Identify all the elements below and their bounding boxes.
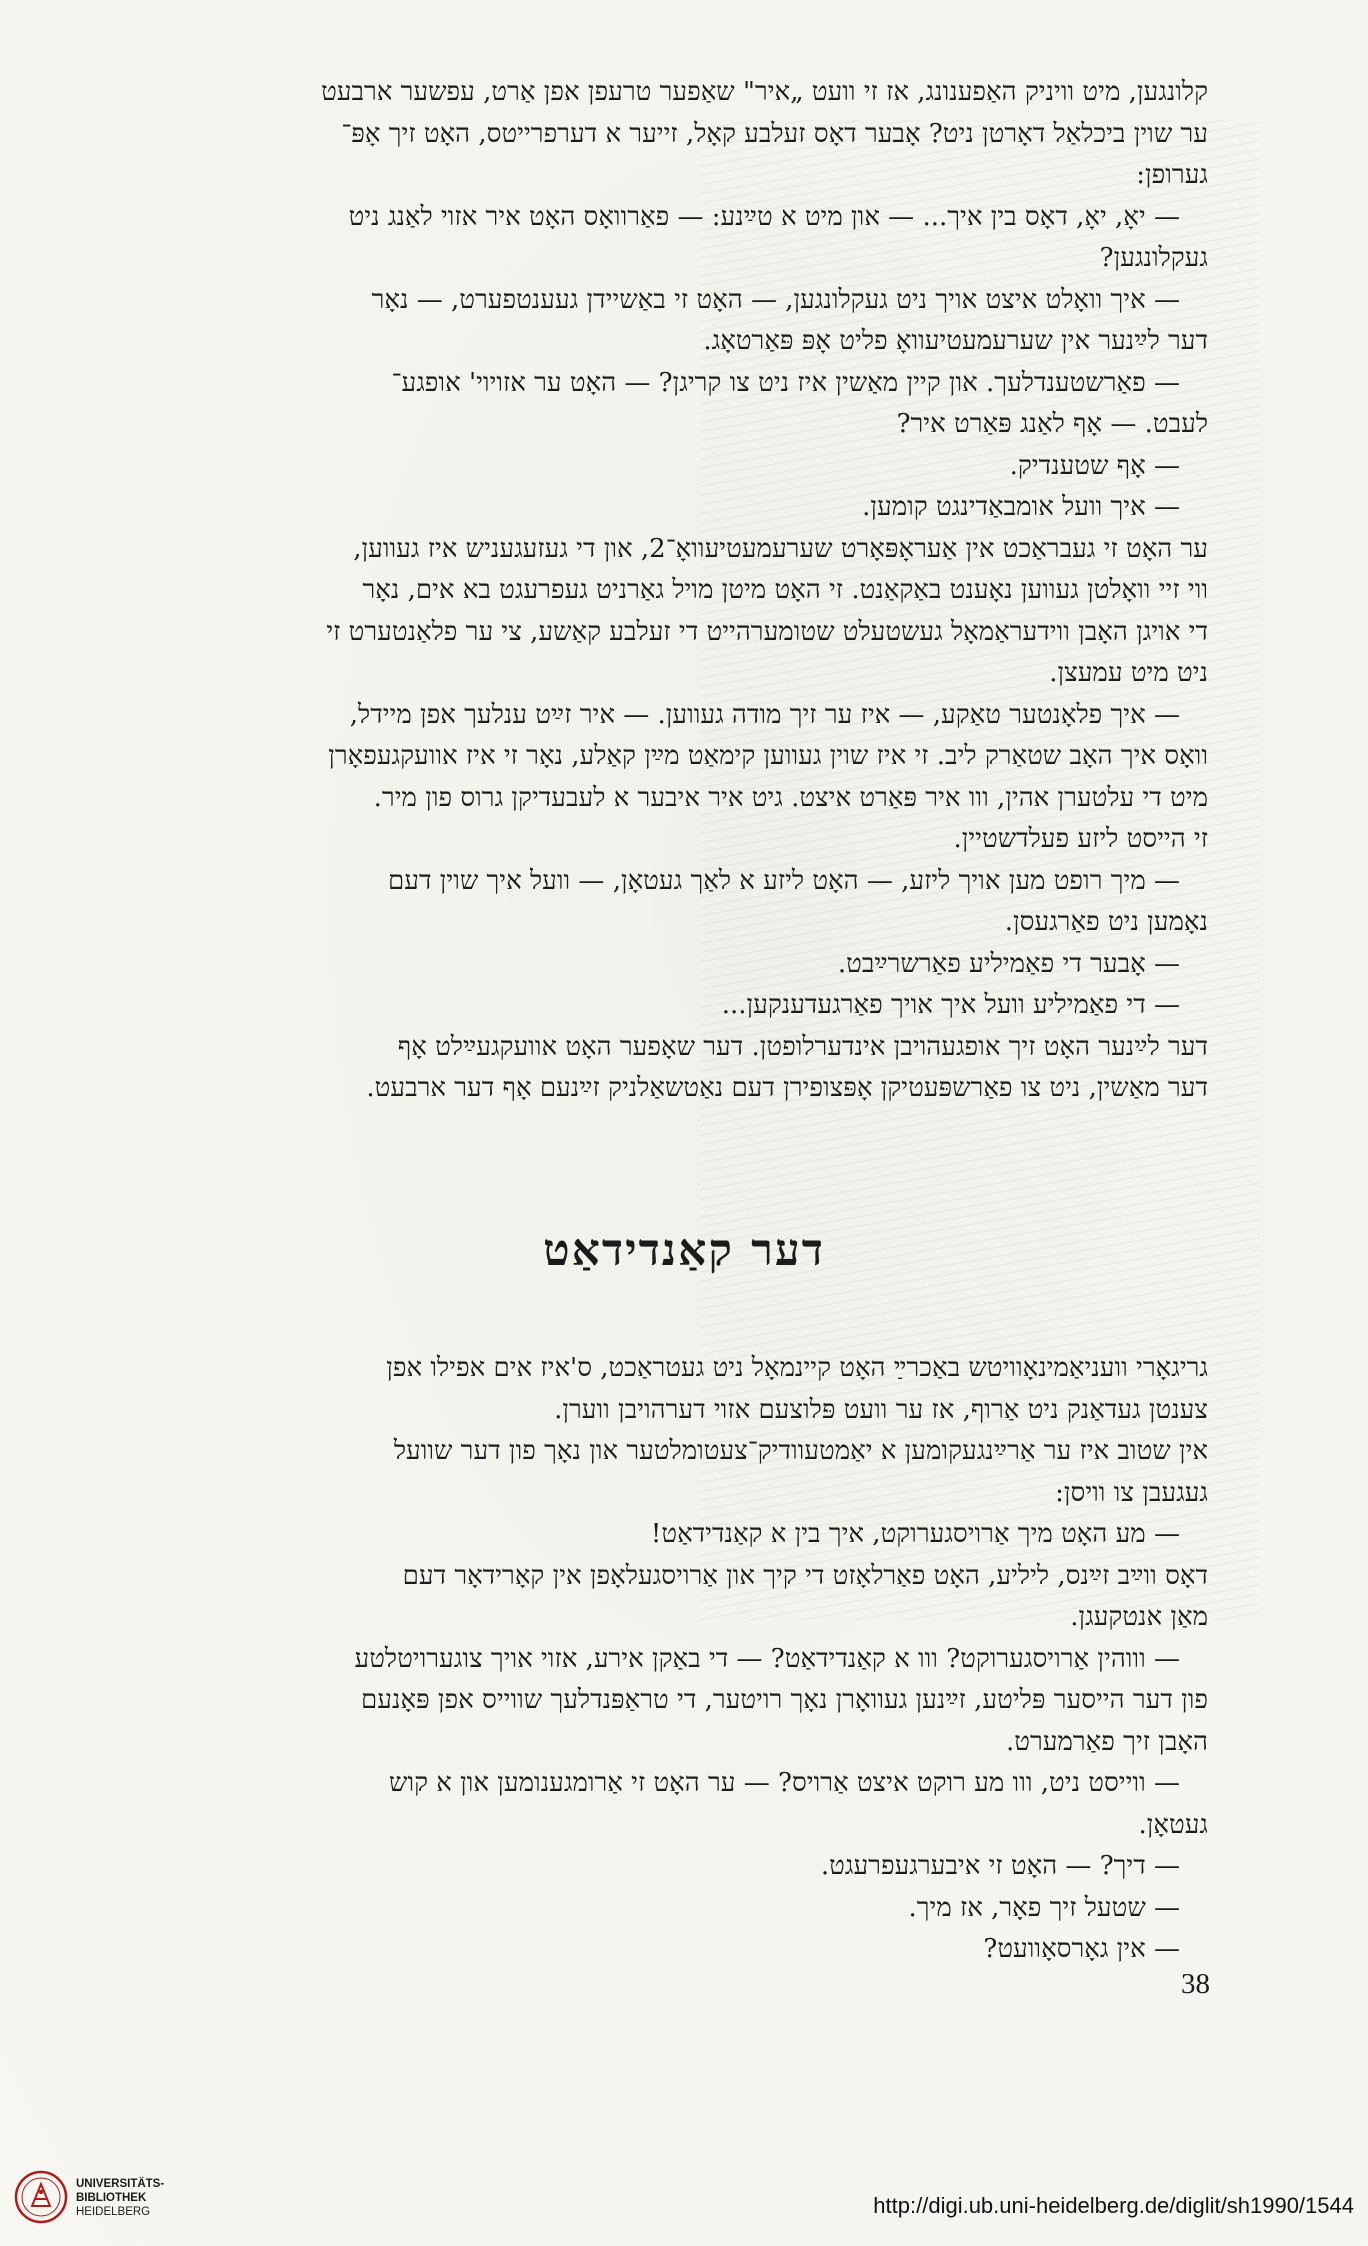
text-line: נאָמען ניט פאַרגעסן. (1004, 907, 1208, 937)
text-line: — וווהין אַרויסגערוקט? ווו א קאַנדידאַט? — די באַקן אירע, אזוי אויך צוגערויטלטע (354, 1643, 1180, 1674)
text-line: מאַן אנטקעגן. (1070, 1602, 1208, 1632)
text-line: דער לײַנער האָט זיך אופגעהויבן אינדערלופטן. דער שאָפער האָט אוועקגעײַלט אָף (397, 1031, 1208, 1062)
text-line: געטאָן. (1138, 1809, 1208, 1840)
text-line: — איך פלאָנטער טאַקע, — איז ער זיך מודה געווען. — איר זײַט ענלעך אפן מיידל, (349, 699, 1180, 730)
text-line: — אָבער די פאַמיליע פאַרשרײַבט. (837, 948, 1180, 979)
text-line: ניט מיט עמעצן. (1049, 658, 1208, 688)
text-line: — דיך? — האָט זי איבערגעפרעגט. (820, 1851, 1180, 1881)
text-line: צענטן געדאַנק ניט אַרוף, אז ער וועט פּלוצעם אזוי דערהויבן ווערן. (554, 1394, 1208, 1425)
text-line: מיט די עלטערן אהין, ווו איר פּאַרט איצט. גיט איר איבער א לעבעדיקן גרוס פון מיר. (373, 782, 1208, 813)
library-name-line: UNIVERSITÄTS- (76, 2178, 165, 2190)
text-line: ער האָט זי געבראַכט אין אַעראָפּאָרט שערעמעטיעוואָ־2, און די געזעגעניש איז געווען, (353, 533, 1208, 564)
text-line: גערופן: (1136, 160, 1208, 190)
text-line: אין שטוב איז ער אַרײַנגעקומען א יאַמטעוודיק־צעטומלטער און נאָך פון דער שוועל (393, 1436, 1208, 1466)
text-line: — ווייסט ניט, ווו מע רוקט איצט אַרויס? — ער האָט זי אַרומגענומען און א קוש (389, 1768, 1180, 1798)
text-line: וואָס איך האָב שטאַרק ליב. זי איז שוין געווען קימאַט מײַן קאַלע, נאָר זי איז אוועקגעפאָרן (328, 741, 1208, 771)
text-line: געגעבן צו וויסן: (1055, 1477, 1208, 1508)
text-line: לעבט. — אָף לאַנג פּאַרט איר? (896, 409, 1208, 439)
main-text-bottom (158, 1348, 1208, 1971)
text-line: — פאַרשטענדלעך. און קיין מאַשין איז ניט צו קריגן? — האָט ער אזויוי' אופגע־ (391, 367, 1180, 398)
main-text-top (158, 72, 1208, 1110)
text-line: — יאָ, יאָ, דאָס בין איך... — און מיט א טײַנע: — פאַרוואָס האָט איר אזוי לאַנג ניט (348, 201, 1180, 232)
section-title: דער קאַנדידאַט (543, 1225, 825, 1276)
text-line: גריגאָרי וועניאַמינאָוויטש באַכרײַ האָט קיינמאָל ניט געטראַכט, ס'איז אים אפילו אפן (386, 1353, 1208, 1383)
text-line: — איך וואָלט איצט אויך ניט געקלונגען, — האָט זי באַשיידן געענטפערט, — נאָר (371, 284, 1180, 315)
library-name (76, 2177, 236, 2219)
text-line: — אין גאָרסאָוועט? (983, 1934, 1180, 1964)
text-line: — די פאַמיליע וועל איך אויך פאַרגעדענקען... (721, 990, 1180, 1020)
text-line: — איך וועל אומבאַדינגט קומען. (862, 492, 1180, 522)
library-name-line: BIBLIOTHEK (76, 2192, 147, 2204)
text-line: — מיך רופט מען אויך ליזע, — האָט ליזע א לאַך געטאָן, — וועל איך שוין דעם (388, 865, 1180, 896)
text-line: ווי זיי וואָלטן געווען נאָענט באַקאַנט. זי האָט מיטן מויל גאַרניט געפרעגט בא אים, נאָר (362, 575, 1208, 605)
library-name-line: HEIDELBERG (76, 2206, 151, 2218)
text-line: — אָף שטענדיק. (1009, 450, 1180, 481)
text-line: פון דער הייסער פּליטע, זײַנען געוואָרן נאָך רויטער, די טראַפּנדלעך שווייס אפן פּאָנעם (361, 1685, 1208, 1715)
text-line: זי הייסט ליזע פעלדשטיין. (953, 824, 1208, 854)
text-line: די אויגן האָבן ווידעראַמאָל געשטעלט שטומערהייט די זעלבע קאַשע, צי ער פלאַנטערט זי (326, 616, 1208, 647)
text-line: דאָס ווײַב זײַנס, ליליע, האָט פאַרלאָזט די קיך און אַרויסגעלאָפן אין קאָרידאָר דעם (402, 1560, 1208, 1591)
text-line: — מע האָט מיך אַרויסגערוקט, איך בין א קאַנדידאַט! (650, 1519, 1180, 1549)
text-line: האָבן זיך פאַרמערט. (1006, 1726, 1208, 1757)
library-logo[interactable] (14, 2170, 234, 2232)
text-line: דער מאַשין, ניט צו פאַרשפּעטיקן אָפּצופירן דעם נאַטשאַלניק זײַנעם אָף דער ארבעט. (366, 1073, 1208, 1103)
text-line: ער שוין ביכלאַל דאָרטן ניט? אָבער דאָס זעלבע קאָל, זייער א דערפרייטס, האָט זיך אָפּ־ (341, 118, 1208, 149)
page-number: 38 (1181, 1968, 1210, 2000)
text-line: דער לײַנער אין שערעמעטיעוואָ פליט אָפּ פּאַרטאָג. (703, 326, 1208, 356)
text-line: קלונגען, מיט וויניק האַפענונג, אז זי וועט „איר" שאַפער טרעפן אפן אַרט, עפשער ארבעט (321, 77, 1208, 107)
source-url-link[interactable]: http://digi.ub.uni-heidelberg.de/diglit/sh1990/1544 (873, 2193, 1354, 2218)
university-seal-icon (14, 2170, 68, 2224)
text-line: געקלונגען? (1099, 243, 1208, 273)
text-line: — שטעל זיך פאָר, אז מיך. (908, 1892, 1180, 1923)
